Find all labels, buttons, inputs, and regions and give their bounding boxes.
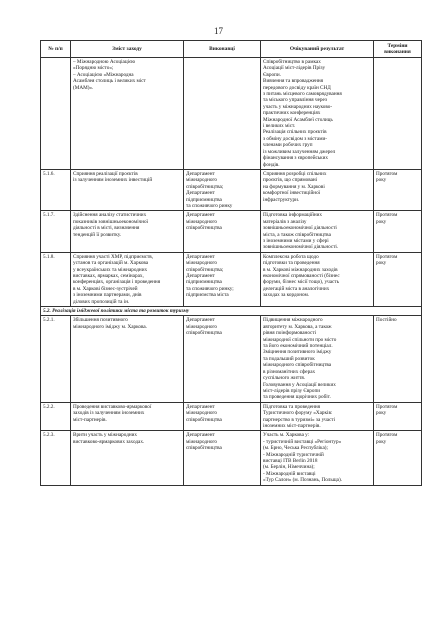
cell-executors-line: міжнародного <box>186 438 218 445</box>
cell-content-line: тенденцій її розвитку. <box>73 231 122 238</box>
cell-executors-line: Департамент <box>186 403 215 410</box>
cell-result-line: суспільного життя. <box>263 375 306 382</box>
cell-term-line: року <box>376 260 387 267</box>
cell-result-line: Асоціації міст-лідерів Прізу <box>263 65 326 72</box>
cell-result-line: матеріалів з аналізу <box>263 218 307 225</box>
cell-result-line: - Міжнародній туристичній <box>263 451 324 458</box>
cell-number: 5.2.3. <box>41 431 71 485</box>
table-row <box>41 402 422 431</box>
cell-result-line: міжнародного співробітництва <box>263 362 332 369</box>
cell-executors <box>184 316 261 402</box>
cell-executors-line: підприємства міста <box>186 292 229 299</box>
cell-result-line: і великих міст. <box>263 123 296 130</box>
cell-executors-line: співробітництва <box>186 330 222 337</box>
cell-executors-line: співробітництва <box>186 445 222 452</box>
cell-content-line: міжнародного іміджу м. Харкова. <box>73 323 147 330</box>
cell-executors-line: міжнародного <box>186 323 218 330</box>
cell-result-line: Реалізація спільних проєктів <box>263 129 327 136</box>
header-executors: Виконавці <box>184 41 261 58</box>
cell-content-line: установ та організацій м. Харкова <box>73 260 149 267</box>
cell-result-line: Підготовка інформаційних <box>263 212 323 219</box>
cell-executors-line: співробітництва; <box>186 183 224 190</box>
cell-term-line: Постійно <box>376 317 397 324</box>
cell-result-line: (м. Берлін, Німеччина); <box>263 464 315 471</box>
cell-result-line: інфраструктури. <box>263 196 300 203</box>
cell-result-line: Зміцнення позитивного іміджу <box>263 349 332 356</box>
cell-result-line: із можливим залученням джерел <box>263 148 336 155</box>
cell-result <box>261 211 374 252</box>
cell-result-line: Співробітництво в рамках <box>263 59 321 65</box>
cell-content-line: Сприяння реалізації проєктів <box>73 170 138 177</box>
section-title: 5.2. Реалізація іміджевої політики міста та розвиток туризму <box>41 307 422 316</box>
cell-term <box>374 402 422 431</box>
cell-executors-line: Департамент <box>186 212 215 219</box>
cell-content-line: у всеукраїнських та міжнародних <box>73 266 148 273</box>
cell-result-line: міжнародної спільноти про місто <box>263 336 337 343</box>
cell-content <box>71 431 184 485</box>
cell-executors-line: міжнародного <box>186 177 218 184</box>
cell-result-line: делегацій міста в аналогічних <box>263 285 330 292</box>
cell-content-line: Проведення виставково-ярмаркової <box>73 403 152 410</box>
cell-term-line: Протягом <box>376 403 398 410</box>
cell-number: 5.2.2. <box>41 402 71 431</box>
cell-result-line: Вивчення та впровадження <box>263 78 324 85</box>
cell-result-line: та його економічний потенціал. <box>263 343 333 350</box>
cell-executors-line: підприємництва <box>186 196 222 203</box>
table-body-image-policy <box>41 316 422 485</box>
cell-result <box>261 252 374 306</box>
cell-content-line: Збільшення позитивного <box>73 317 128 324</box>
cell-term <box>374 169 422 210</box>
cell-term <box>374 431 422 485</box>
cell-result-line: виставці ITB Berlin 2018 <box>263 457 318 464</box>
cell-result-line: в різноманітних сферах <box>263 368 316 375</box>
table-row <box>41 316 422 402</box>
cell-content-line: Врити участь у міжнародних <box>73 432 138 439</box>
page-number: 17 <box>214 26 223 36</box>
cell-executors-line: Департамент <box>186 253 215 260</box>
cell-result-line: та міського управління через <box>263 97 327 104</box>
cell-executors-line: співробітництва <box>186 225 222 232</box>
cell-result-line: та проведення щорічних робіт. <box>263 394 331 401</box>
cell-result-line: Міжнародної Асамблеї столиць <box>263 116 333 123</box>
table-row <box>41 58 422 170</box>
cell-term-line: року <box>376 177 387 184</box>
cell-content-line: ділових пропозицій та ін. <box>73 298 130 305</box>
cell-content <box>71 58 184 170</box>
cell-content-line: виставках, ярмарках, семінарах, <box>73 273 144 279</box>
cell-number: 5.1.7. <box>41 211 71 252</box>
cell-result-line: зовнішньоекономічної діяльності. <box>263 244 339 251</box>
cell-content-line: Здійснення аналізу статистичних <box>73 212 147 219</box>
cell-number: 5.2.1. <box>41 316 71 402</box>
cell-result-line: партнерство в туризмі» за участі <box>263 416 336 423</box>
cell-result-line: Участь м. Харкова у: <box>263 432 310 439</box>
cell-content-line: – Міжнародною Асоціацією <box>73 59 136 65</box>
cell-term-line: Протягом <box>376 432 398 439</box>
cell-content <box>71 211 184 252</box>
cell-result-line: фінансування з європейських <box>263 155 329 162</box>
table-body-section <box>41 307 422 316</box>
cell-result-line: «Тур Салон» (м. Познань, Польща). <box>263 477 342 484</box>
cell-result-line: в м. Харкові міжнародних заходів <box>263 266 338 273</box>
cell-executors-line: Департамент <box>186 317 215 324</box>
cell-term-line: Протягом <box>376 212 398 219</box>
cell-result-line: передового досвіду країн СНД <box>263 84 331 91</box>
plan-table <box>40 40 422 486</box>
cell-result-line: Сприяння розробці спільних <box>263 170 327 177</box>
cell-result-line: іноземних міст-партнерів. <box>263 422 321 429</box>
cell-result-line: фондів. <box>263 161 280 168</box>
cell-result <box>261 431 374 485</box>
cell-result-line: Туристичного форуму «Харків: <box>263 410 333 417</box>
cell-result-line: - Міжнародній виставці <box>263 470 316 477</box>
cell-result-line: - туристичній виставці «Регіонтур» <box>263 438 342 445</box>
table-row <box>41 169 422 210</box>
cell-term-line: року <box>376 438 387 445</box>
cell-result <box>261 402 374 431</box>
cell-number <box>41 58 71 170</box>
cell-result-line: практичних конференціях <box>263 110 321 117</box>
cell-term-line: року <box>376 410 387 417</box>
cell-term <box>374 58 422 170</box>
header-term: Терміни виконання <box>374 41 422 58</box>
cell-executors-line: міжнародного <box>186 410 218 417</box>
cell-executors-line: Департамент <box>186 273 215 279</box>
cell-executors-line: співробітництва; <box>186 266 224 273</box>
cell-content-line: заходів із залученням іноземних <box>73 410 145 417</box>
cell-result-line: рівня поінформованості <box>263 330 317 337</box>
cell-number: 5.1.6. <box>41 169 71 210</box>
cell-result-line: (м. Брно, Чеська Республіка); <box>263 445 328 452</box>
cell-executors-line: міжнародного <box>186 218 218 225</box>
cell-result-line: заходах за кордоном. <box>263 292 310 299</box>
cell-content-line: із залученням іноземних інвестицій <box>73 177 153 184</box>
cell-number: 5.1.8. <box>41 252 71 306</box>
cell-content <box>71 169 184 210</box>
cell-result-line: на формування у м. Харкові <box>263 183 325 190</box>
cell-content-line: міст-партнерів. <box>73 416 107 423</box>
cell-term <box>374 252 422 306</box>
cell-result <box>261 58 374 170</box>
table-row <box>41 431 422 485</box>
cell-executors <box>184 169 261 210</box>
cell-term-line: Протягом <box>376 253 398 260</box>
cell-result-line: та подальший розвиток <box>263 355 315 362</box>
cell-content-line: з іноземними партнерами, днів <box>73 292 142 299</box>
cell-result-line: Підвищення міжнародного <box>263 317 323 324</box>
cell-content-line: діяльності в місті, визначення <box>73 225 140 232</box>
cell-result-line: економічної спрямованості (бізнес <box>263 273 340 279</box>
cell-term <box>374 211 422 252</box>
cell-executors <box>184 58 261 170</box>
table-row <box>41 211 422 252</box>
cell-result-line: міст-лідерів прізу Європи <box>263 387 321 394</box>
cell-executors-line: Департамент <box>186 432 215 439</box>
cell-executors <box>184 402 261 431</box>
cell-term-line: року <box>376 218 387 225</box>
header-number: № п/п <box>41 41 71 58</box>
section-row <box>41 307 422 316</box>
cell-executors <box>184 252 261 306</box>
cell-executors-line: підприємництва <box>186 279 222 286</box>
cell-content-line: – Асоціацією «Міжнародна <box>73 71 134 78</box>
cell-term-line: Протягом <box>376 170 398 177</box>
cell-term <box>374 316 422 402</box>
cell-result-line: підготовки та проведення <box>263 260 320 267</box>
cell-result-line: міста, а також співробітництва <box>263 231 331 238</box>
cell-executors-line: співробітництва <box>186 416 222 423</box>
cell-result <box>261 169 374 210</box>
cell-executors-line: та споживчого ринку; <box>186 285 234 292</box>
cell-content-line: Асамблея столиць і великих міст <box>73 78 146 85</box>
cell-content-line: виставково-ярмаркових заходах. <box>73 438 145 445</box>
cell-executors-line: Департамент <box>186 190 215 197</box>
cell-result-line: з іноземними містами у сфері <box>263 237 329 244</box>
cell-result-line: проєктів, що спрямовані <box>263 177 318 184</box>
cell-result-line: зовнішньоекономічної діяльності <box>263 225 337 232</box>
cell-result-line: з обміну досвідом з містами- <box>263 135 327 142</box>
header-result: Очікуваний результат <box>261 41 374 58</box>
cell-content-line: в м. Харкові бізнес-зустрічей <box>73 285 138 292</box>
table-row <box>41 252 422 306</box>
cell-content-line: Сприяння участі ХМР, підприємств, <box>73 253 154 260</box>
cell-content-line: «Порядню місто»; <box>73 65 114 72</box>
cell-result-line: членами робочих груп <box>263 142 313 149</box>
table-body-general <box>41 58 422 307</box>
cell-executors <box>184 211 261 252</box>
cell-result-line: Головування у Асоціації великих <box>263 381 336 388</box>
cell-executors-line: та споживчого ринку <box>186 202 233 209</box>
cell-content-line: конференціях, організація і проведення <box>73 279 161 286</box>
cell-result-line: Європи. <box>263 71 281 78</box>
cell-result-line: форуми, бізнес місії тощо), участь <box>263 279 339 286</box>
cell-result-line: комфортної інвестиційної <box>263 190 321 197</box>
cell-content <box>71 252 184 306</box>
cell-executors-line: міжнародного <box>186 260 218 267</box>
cell-content-line: (МАМ)». <box>73 84 94 91</box>
cell-result-line: участь у міжнародних науково- <box>263 103 333 110</box>
cell-content <box>71 316 184 402</box>
cell-result-line: Комплексна робота щодо <box>263 253 319 260</box>
cell-result-line: Підготовка та проведення <box>263 403 321 410</box>
header-content: Зміст заходу <box>71 41 184 58</box>
cell-result-line: авторитету м. Харкова, а також <box>263 323 332 330</box>
cell-content <box>71 402 184 431</box>
cell-executors <box>184 431 261 485</box>
cell-result <box>261 316 374 402</box>
table-header-row <box>41 41 422 58</box>
cell-executors-line: Департамент <box>186 170 215 177</box>
cell-result-line: з питань місцевого самоврядування <box>263 91 342 98</box>
cell-content-line: показників зовнішньоекономічної <box>73 218 149 225</box>
